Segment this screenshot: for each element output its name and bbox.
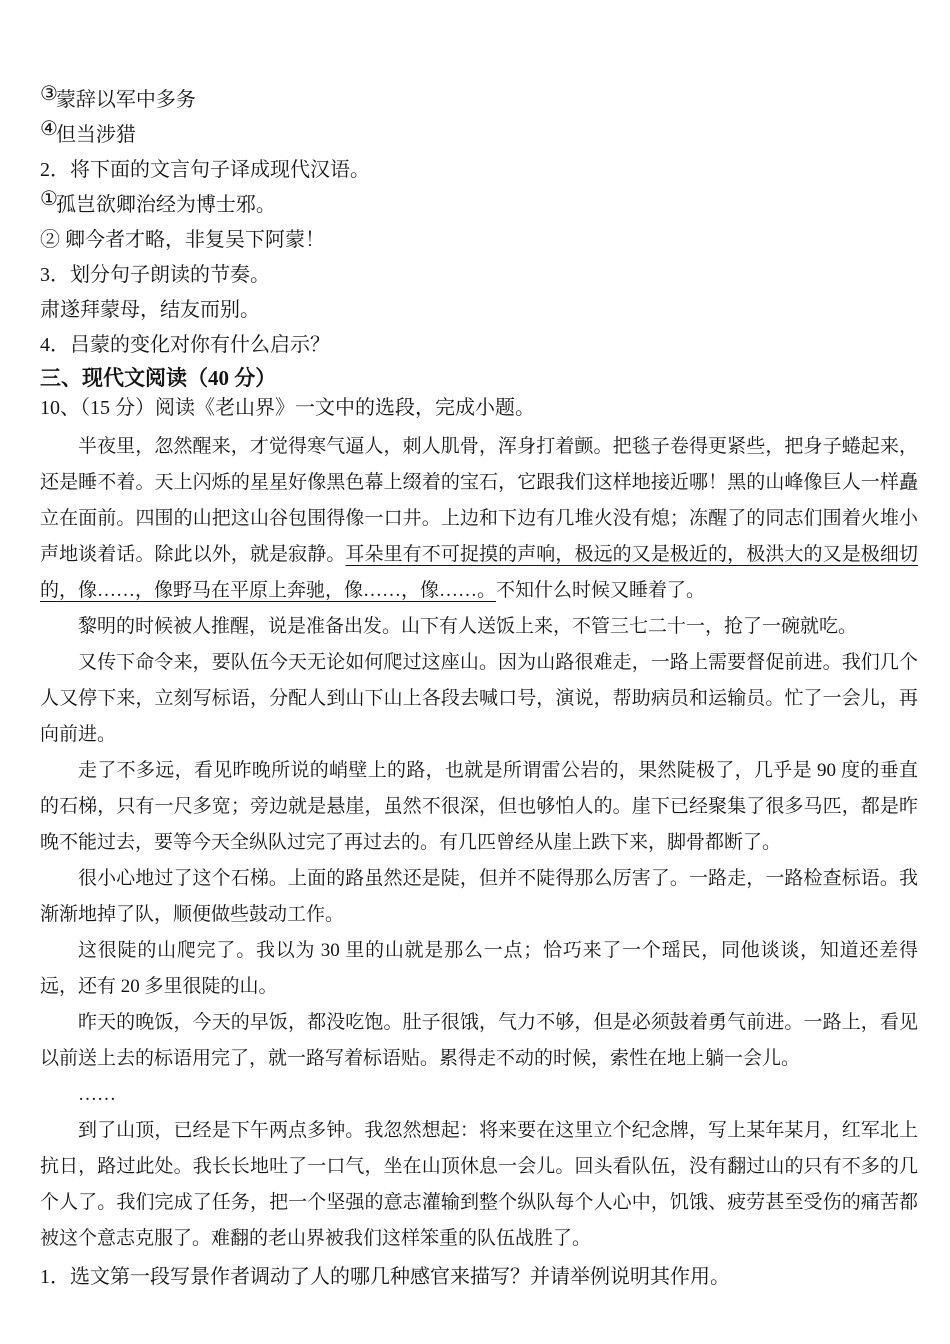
- wenyan-item-4-text: 但当涉猎: [55, 124, 136, 146]
- passage-ellipsis-paragraph: ……: [78, 1084, 116, 1105]
- passage-paragraph: 昨天的晚饭，今天的早饭，都没吃饱。肚子很饿，气力不够，但是必须鼓着勇气前进。一路上，看见以前送上去的标语用完了，就一路写着标语贴。累得走不动的时候，索性在地上躺一会儿。: [40, 1012, 918, 1069]
- passage-paragraph: 这很陡的山爬完了。我以为 30 里的山就是那么一点；恰巧来了一个瑶民，同他谈谈，知道还差得远，还有 20 多里很陡的山。: [40, 940, 918, 997]
- modern-reading-section: [40, 363, 918, 1295]
- question-4: 4．吕蒙的变化对你有什么启示？: [40, 334, 330, 356]
- translate-item-1: [40, 188, 918, 223]
- rhythm-sentence: 肃遂拜蒙母，结友而别。: [40, 299, 260, 321]
- passage-paragraph: 走了不多远，看见昨晚所说的峭壁上的路，也就是所谓雷公岩的，果然陡极了，几乎是 90 度的垂直的石梯，只有一尺多宽；旁边就是悬崖，虽然不很深，但也够怕人的。崖下已经聚集了很多马匹，都是昨晚不能过去，要等今天全纵队过完了再过去的。有几匹曾经从崖上跌下来，脚骨都断了。: [40, 760, 918, 853]
- wenyan-item-3-text: 蒙辞以军中多务: [55, 89, 196, 111]
- translate-item-2: ② 卿今者才略，非复吴下阿蒙！: [40, 229, 325, 251]
- reading-question-1: 1．选文第一段写景作者调动了人的哪几种感官来描写？并请举例说明其作用。: [40, 1266, 730, 1288]
- circled-number-1: ①: [40, 188, 58, 210]
- paragraph1-after-underline: 不知什么时候又睡着了。: [496, 580, 706, 601]
- paragraph1-before-underline: 半夜里，忽然醒来，才觉得寒气逼人，刺人肌骨，浑身打着颤。把毯子卷得更紧些，把身子蜷起来，还是睡不着。天上闪烁的星星好像黑色幕上缀着的宝石，它跟我们这样地接近哪！黑的山峰像巨人一样矗立在面前。四围的山把这山谷包围得像一口井。上边和下边有几堆火没有熄；冻醒了的同志们围着火堆小声地谈着话。除此以外，就是寂静。: [40, 436, 918, 565]
- passage-intro: 10、（15 分）阅读《老山界》一文中的选段，完成小题。: [40, 397, 535, 419]
- passage-paragraph: 到了山顶，已经是下午两点多钟。我忽然想起：将来要在这里立个纪念牌，写上某年某月，红军北上抗日，路过此处。我长长地吐了一口气，坐在山顶休息一会儿。回头看队伍，没有翻过山的只有不多的几个人了。我们完成了任务，把一个坚强的意志灌输到整个纵队每个人心中，饥饿、疲劳甚至受伤的痛苦都被这个意志克服了。难翻的老山界被我们这样笨重的队伍战胜了。: [40, 1120, 918, 1249]
- wenyan-item-3: [40, 83, 918, 118]
- circled-number-4: ④: [40, 118, 58, 140]
- underlined-sentence: 耳朵里有不可捉摸的声响，极远的又是极近的，极洪大的又是极细切的，像……，像野马在平原上奔驰，像……，像……。: [40, 544, 918, 601]
- question-2: 2．将下面的文言句子译成现代汉语。: [40, 159, 370, 181]
- classical-chinese-question-block: [40, 83, 918, 363]
- question-3: 3．划分句子朗读的节奏。: [40, 264, 270, 286]
- passage-paragraph: [40, 429, 918, 609]
- passage-paragraph: 黎明的时候被人推醒，说是准备出发。山下有人送饭上来，不管三七二十一，抢了一碗就吃。: [78, 616, 858, 637]
- passage-paragraph: 很小心地过了这个石梯。上面的路虽然还是陡，但并不陡得那么厉害了。一路走，一路检查标语。我渐渐地掉了队，顺便做些鼓动工作。: [40, 868, 918, 925]
- passage-paragraph: 又传下命令来，要队伍今天无论如何爬过这座山。因为山路很难走，一路上需要督促前进。我们几个人又停下来，立刻写标语，分配人到山下山上各段去喊口号，演说，帮助病员和运输员。忙了一会儿，再向前进。: [40, 652, 918, 745]
- circled-number-3: ③: [40, 83, 58, 105]
- wenyan-item-4: [40, 118, 918, 153]
- laoshanjie-passage: [40, 429, 918, 1257]
- translate-item-1-text: 孤岂欲卿治经为博士邪。: [55, 194, 276, 216]
- section-heading: 三、现代文阅读（40 分）: [40, 366, 277, 390]
